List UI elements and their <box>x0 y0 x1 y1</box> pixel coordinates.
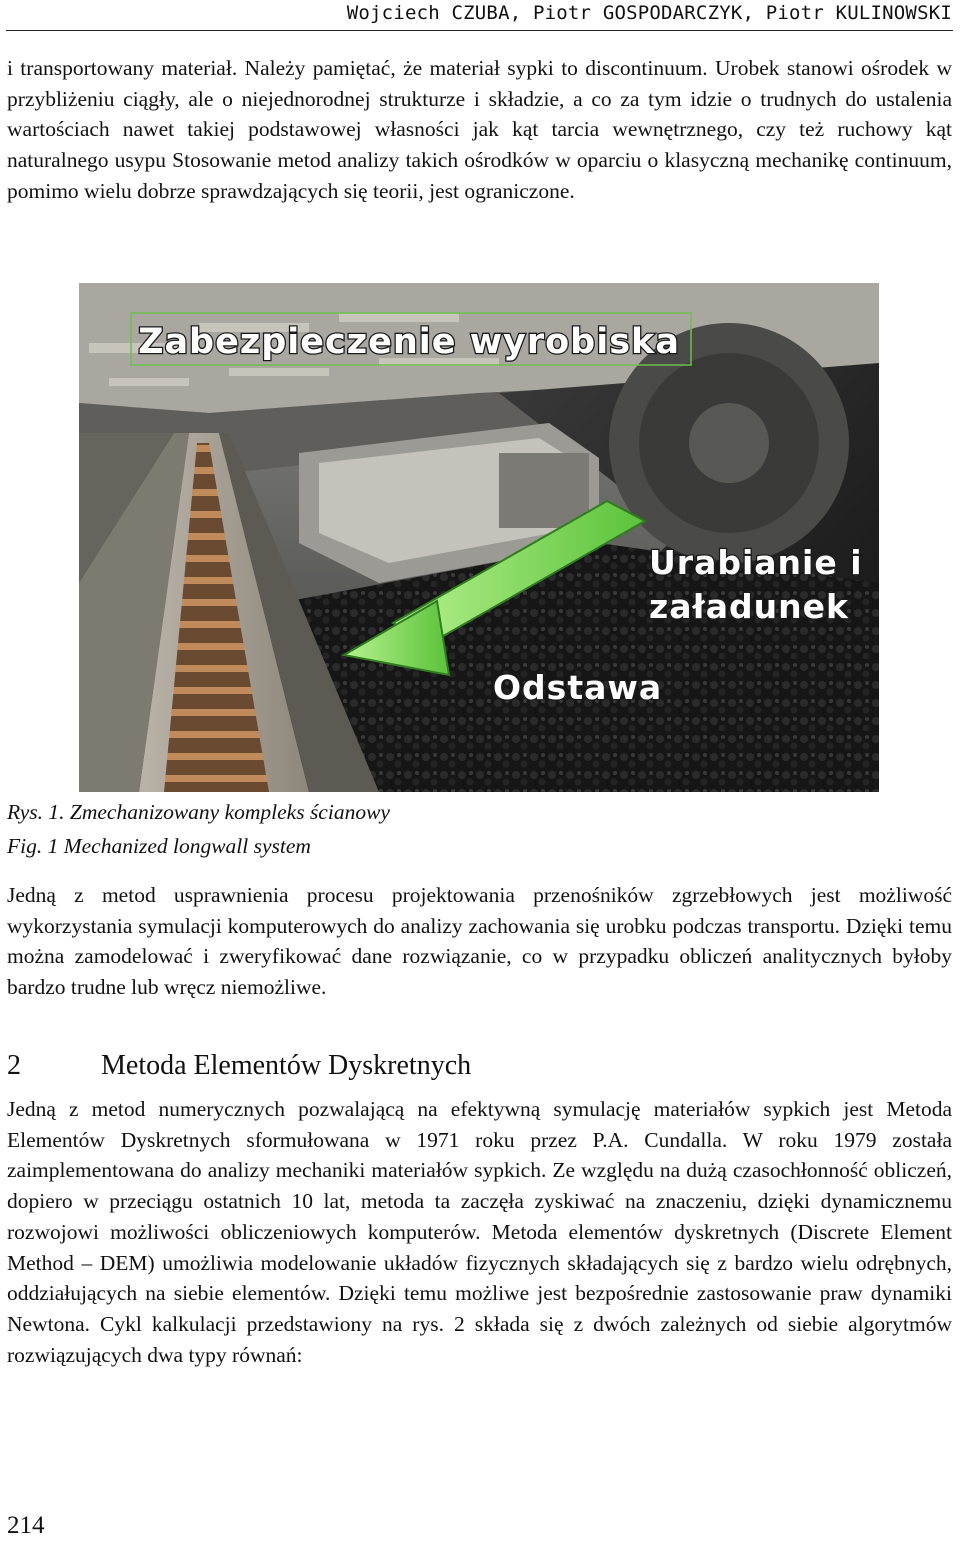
figure-label-haulage: Odstawa <box>493 668 663 707</box>
section-number: 2 <box>7 1050 21 1081</box>
paragraph-simulation: Jedną z metod usprawnienia procesu projektowania przenośników zgrzebłowych jest możliwość wykorzystania symulacji komputerowych do analizy zachowania się urobku podczas transportu. Dzięki temu można zamodelować i zweryfikować dane rozwiązanie, co w przypadku obliczeń analitycznych byłoby bardzo trudne lub wręcz niemożliwe. <box>7 883 952 1000</box>
header-rule <box>6 30 953 31</box>
figure-label-mining-line2: załadunek <box>649 587 849 626</box>
figure-longwall-photo <box>79 283 879 792</box>
section-heading <box>7 1050 471 1082</box>
paragraph-intro: i transportowany materiał. Należy pamiętać, że materiał sypki to discontinuum. Urobek stanowi ośrodek w przybliżeniu ciągły, ale o niejednorodnej strukturze i składzie, a co za tym idzie o trudnych do ustalenia wartościach nawet takiej podstawowej własności jak kąt tarcia wewnętrznego, czy też ruchowy kąt naturalnego usypu Stosowanie metod analizy takich ośrodków w oparciu o klasyczną mechanikę continuum, pomimo wielu dobrze sprawdzających się teorii, jest ograniczone. <box>7 56 952 203</box>
page-number: 214 <box>7 1512 45 1539</box>
figure-caption-polish: Rys. 1. Zmechanizowany kompleks ścianowy <box>7 800 390 824</box>
section-title: Metoda Elementów Dyskretnych <box>101 1050 472 1081</box>
figure-label-mining-line1: Urabianie i <box>649 543 863 582</box>
figure-caption-english: Fig. 1 Mechanized longwall system <box>7 834 311 858</box>
running-head: Wojciech CZUBA, Piotr GOSPODARCZYK, Piotr KULINOWSKI <box>346 2 952 24</box>
figure-label-support: Zabezpieczenie wyrobiska <box>138 322 680 362</box>
paragraph-dem: Jedną z metod numerycznych pozwalającą na efektywną symulację materiałów sypkich jest Metoda Elementów Dyskretnych sformułowana w 1971 roku przez P.A. Cundalla. W roku 1979 została zaimplementowana do analizy mechaniki materiałów sypkich. Ze względu na dużą czasochłonność obliczeń, dopiero w przeciągu ostatnich 10 lat, metoda ta zaczęła zyskiwać na znaczeniu, dzięki dynamicznemu rozwojowi możliwości obliczeniowych komputerów. Metoda elementów dyskretnych (Discrete Element Method – DEM) umożliwia modelowanie układów fizycznych składających się z bardzo wielu odrębnych, oddziałujących na siebie elementów. Dzięki temu możliwe jest bezpośrednie zastosowanie praw dynamiki Newtona. Cykl kalkulacji przedstawiony na rys. 2 składa się z dwóch zależnych od siebie algorytmów rozwiązujących dwa typy równań: <box>7 1097 952 1367</box>
